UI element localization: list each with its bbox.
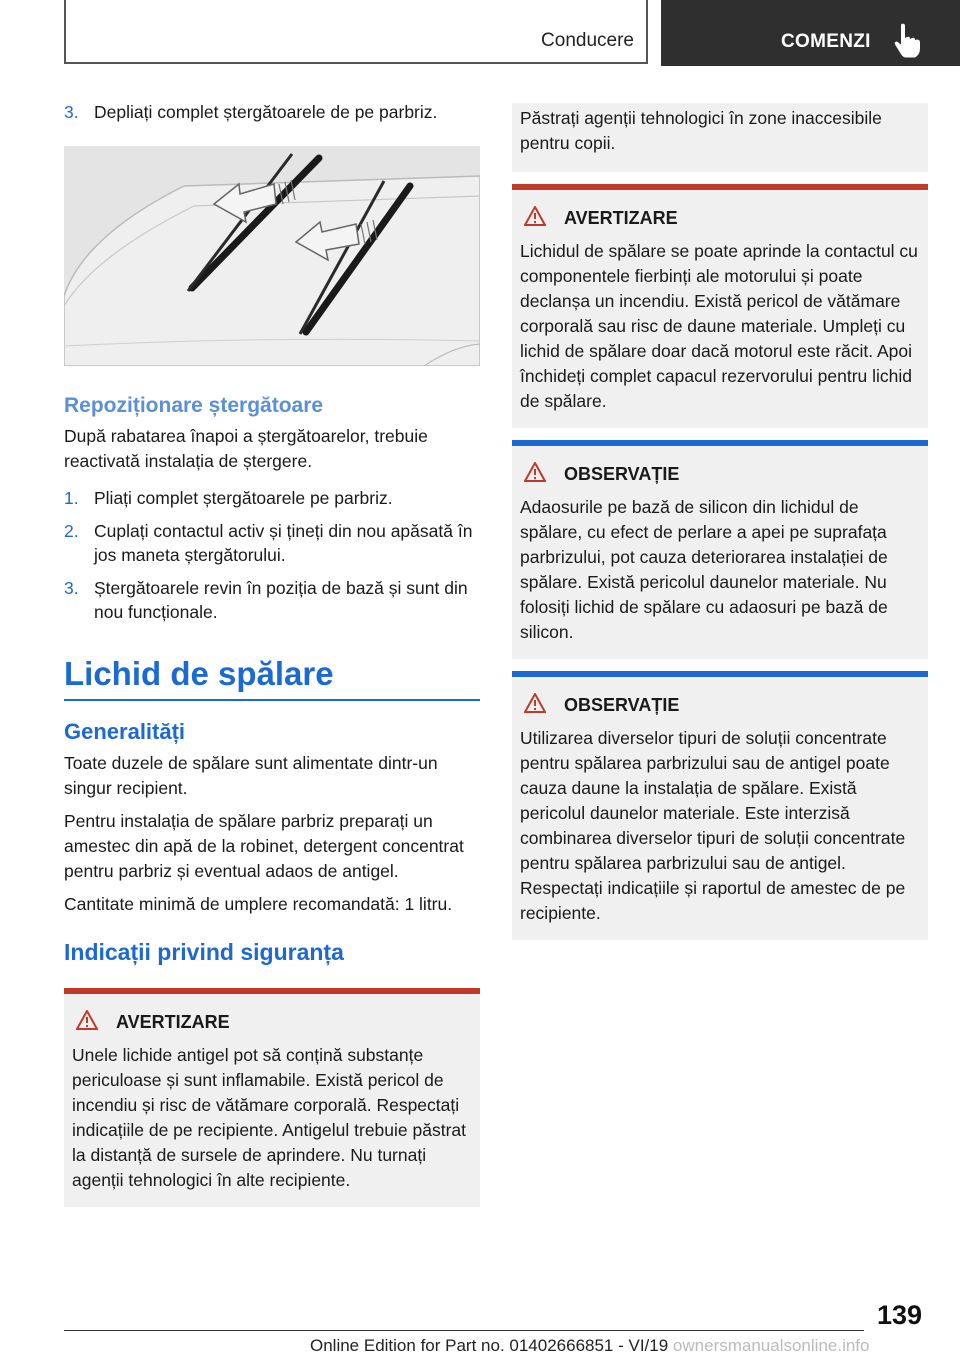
reposition-step-3 <box>64 576 480 624</box>
warning-label: AVERTIZARE <box>116 1012 230 1032</box>
header-section-tab <box>64 0 648 64</box>
warning-text: Lichidul de spălare se poate aprinde la contactul cu componentele fierbinți ale motorului și poate declanșa un incendiu. Există pericol de vătămare corporală sau risc de daune materiale. Umpleți cu lichid de spălare doar dacă motorul este răcit. Apoi închideți complet capacul rezervorului pentru lichid de spălare. <box>520 241 918 411</box>
notice-label: OBSERVAȚIE <box>564 464 680 484</box>
notice-text: Utilizarea diverselor tipuri de soluții concentrate pentru spălarea parbrizului sau de antigel poate cauza daune la instalația de spălare. Există pericolul daunelor materiale. Este interzisă combinarea diverselor tipuri de soluții concentrate pentru spălarea parbrizului sau de antigel. Respectați indicațiile și raportul de amestec de pe recipiente. <box>520 728 906 923</box>
general-p1: Toate duzele de spălare sunt alimentate dintr-un singur recipient. <box>64 753 438 798</box>
notice-box-mixing <box>512 671 928 940</box>
warning-box-washer-fluid <box>512 184 928 428</box>
watermark-text: ownersmanualsonline.info <box>672 1336 870 1355</box>
header-chapter-label: COMENZI <box>781 31 871 52</box>
step-number: 3. <box>64 578 79 598</box>
step-text: Cuplați contactul activ și țineți din nou apăsată în jos maneta ștergătorului. <box>94 521 473 565</box>
reposition-step-1 <box>64 486 480 510</box>
general-p2: Pentru instalația de spălare parbriz preparați un amestec din apă de la robinet, detergent concentrat pentru parbriz și eventual adaos de antigel. <box>64 811 464 881</box>
step-number: 1. <box>64 488 79 508</box>
step-text: Depliați complet ștergătoarele de pe parbriz. <box>94 102 438 122</box>
notice-triangle-icon <box>524 462 546 487</box>
hand-pointer-icon <box>893 22 923 58</box>
right-column <box>512 103 928 940</box>
step-text: Ștergătoarele revin în poziția de bază și sunt din nou funcționale. <box>94 578 468 622</box>
header-section-label: Conducere <box>541 30 634 51</box>
chapter-title: Lichid de spălare <box>64 655 334 692</box>
reposition-title: Repoziționare ștergătoare <box>64 394 324 417</box>
step-number: 3. <box>64 102 79 122</box>
warning-box-antifreeze <box>64 988 480 1207</box>
footer-rule <box>64 1330 864 1331</box>
left-column <box>64 100 480 1207</box>
step-number: 2. <box>64 521 79 541</box>
warning-triangle-icon <box>524 206 546 231</box>
warning-label: AVERTIZARE <box>564 208 678 228</box>
general-p3: Cantitate minimă de umplere recomandată: 1 litru. <box>64 894 453 914</box>
notice-box-silicone <box>512 440 928 659</box>
notice-text: Adaosurile pe bază de silicon din lichidul de spălare, cu efect de perlare a apei pe suprafața parbrizului, pot cauza deteriorarea instalației de spălare. Există pericolul daunelor materiale. Nu folosiți lichid de spălare cu adaosuri pe bază de silicon. <box>520 497 888 642</box>
reposition-step-2 <box>64 519 480 567</box>
reposition-intro: După rabatarea înapoi a ștergătoarelor, trebuie reactivată instalația de ștergere. <box>64 426 428 471</box>
warning-triangle-icon <box>76 1010 98 1035</box>
step-unfold-wipers <box>64 100 480 124</box>
safety-title: Indicații privind siguranța <box>64 939 344 965</box>
warning-text: Unele lichide antigel pot să conțină substanțe periculoase și sunt inflamabile. Există pericol de incendiu și risc de vătămare corporală. Respectați indicațiile de pe recipiente. Antigelul trebuie păstrat la distanță de sursele de aprindere. Nu turnați agenții tehnologici în alte recipiente. <box>72 1045 466 1190</box>
general-title: Generalități <box>64 719 186 744</box>
notice-triangle-icon <box>524 693 546 718</box>
footer-edition <box>310 1336 869 1356</box>
wiper-illustration <box>64 146 480 366</box>
step-text: Pliați complet ștergătoarele pe parbriz. <box>94 488 393 508</box>
chapter-title-rule <box>64 699 480 701</box>
warning-continuation: Păstrați agenții tehnologici în zone inaccesibile pentru copii. <box>512 103 928 172</box>
notice-label: OBSERVAȚIE <box>564 695 680 715</box>
page-number: 139 <box>877 1300 923 1330</box>
header-chapter-tab <box>661 0 960 66</box>
edition-text: Online Edition for Part no. 01402666851 - VI/19 <box>310 1336 669 1355</box>
